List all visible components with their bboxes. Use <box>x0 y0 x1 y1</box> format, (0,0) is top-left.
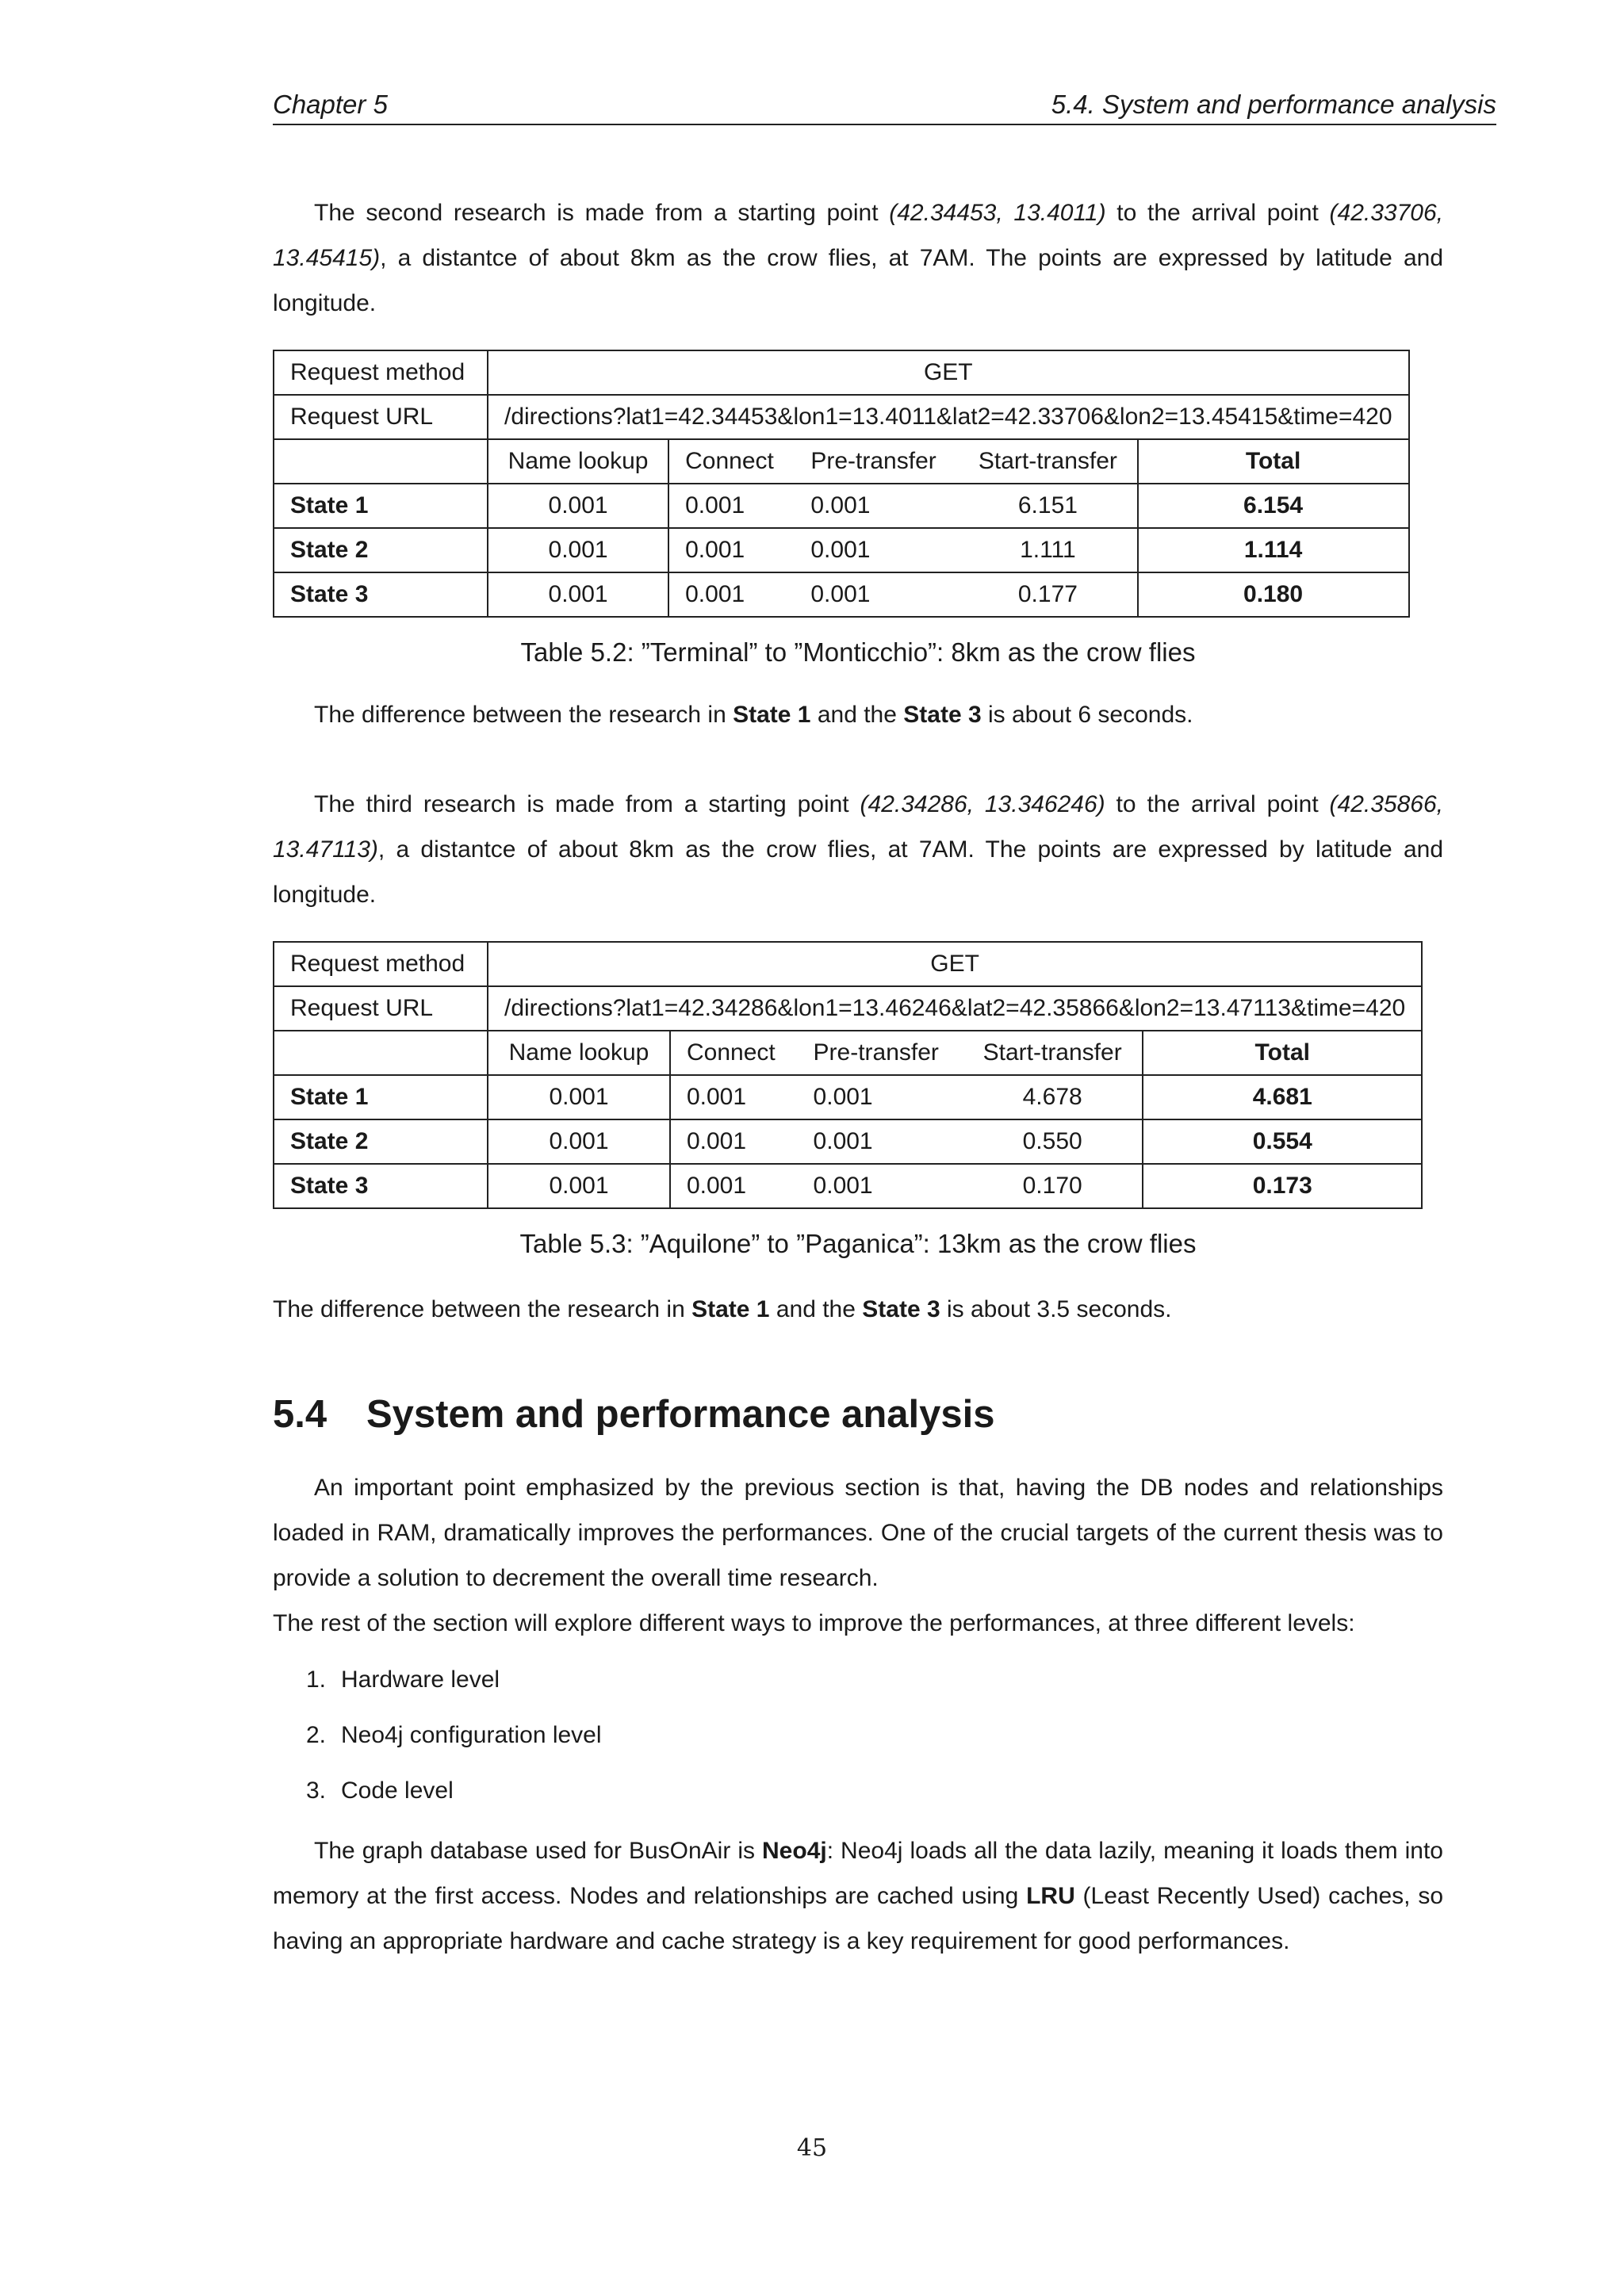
table-label: Request method <box>274 350 488 395</box>
table-cell: 0.001 <box>795 484 959 528</box>
table-cell: 0.001 <box>488 1075 670 1119</box>
list-item: 1. Hardware level <box>306 1667 500 1693</box>
end-coordinates: (42.33706, 13.45415) <box>273 200 1443 271</box>
table-row <box>274 395 1409 439</box>
column-header: Pre-transfer <box>795 439 959 484</box>
table-caption: Table 5.3: ”Aquilone” to ”Paganica”: 13km as the crow flies <box>519 1229 1197 1258</box>
table-row <box>274 942 1422 986</box>
table-cell: 1.111 <box>959 528 1137 572</box>
table-row <box>274 350 1409 395</box>
page-content <box>273 190 1443 1964</box>
table-cell: 0.550 <box>963 1119 1143 1164</box>
table-cell-total: 4.681 <box>1143 1075 1422 1119</box>
section-heading <box>273 1391 1443 1438</box>
section-number: 5.4 <box>273 1393 327 1436</box>
column-header: Name lookup <box>488 439 668 484</box>
table-cell: 0.001 <box>798 1075 963 1119</box>
list-item: 2. Neo4j configuration level <box>306 1722 602 1748</box>
table-cell-empty <box>274 1031 488 1075</box>
table-cell: 0.001 <box>798 1164 963 1208</box>
list-item: 3. Code level <box>306 1777 454 1804</box>
column-header: Total <box>1138 439 1409 484</box>
column-header: Start-transfer <box>959 439 1137 484</box>
table-cell: 0.001 <box>798 1119 963 1164</box>
table-cell-total: 0.180 <box>1138 572 1409 617</box>
header-section: 5.4. System and performance analysis <box>1051 90 1496 119</box>
row-label: State 1 <box>274 484 488 528</box>
table-cell: 0.001 <box>668 528 795 572</box>
table-cell: 0.001 <box>668 572 795 617</box>
column-header: Start-transfer <box>963 1031 1143 1075</box>
table-cell: 0.001 <box>795 572 959 617</box>
levels-list <box>273 1652 1443 1819</box>
row-label: State 1 <box>274 1075 488 1119</box>
request-url: /directions?lat1=42.34286&lon1=13.46246&lat2=42.35866&lon2=13.47113&time=420 <box>488 986 1422 1031</box>
request-url: /directions?lat1=42.34453&lon1=13.4011&lat2=42.33706&lon2=13.45415&time=420 <box>488 395 1409 439</box>
table-cell: 0.001 <box>670 1164 798 1208</box>
row-label: State 3 <box>274 572 488 617</box>
paragraph-difference-2: The difference between the research in State 1 and the State 3 is about 3.5 seconds. <box>273 1296 1172 1322</box>
column-header: Total <box>1143 1031 1422 1075</box>
table-row <box>274 572 1409 617</box>
table-cell: 0.177 <box>959 572 1137 617</box>
table-cell: GET <box>488 942 1422 986</box>
start-coordinates: (42.34453, 13.4011) <box>889 200 1106 226</box>
results-table-5-3 <box>273 941 1423 1209</box>
column-header: Connect <box>668 439 795 484</box>
table-cell: 0.170 <box>963 1164 1143 1208</box>
table-cell: 0.001 <box>488 1119 670 1164</box>
table-cell: 0.001 <box>795 528 959 572</box>
paragraph-second-research: The second research is made from a starting point (42.34453, 13.4011) to the arrival point (42.33706, 13.45415), a distantce of about 8km as the crow flies, at 7AM. The points are expressed by latitude and longitude. <box>273 200 1443 316</box>
table-row <box>274 484 1409 528</box>
running-header <box>273 89 1496 125</box>
table-cell: 4.678 <box>963 1075 1143 1119</box>
table-label: Request method <box>274 942 488 986</box>
table-row <box>274 528 1409 572</box>
start-coordinates: (42.34286, 13.346246) <box>860 791 1105 817</box>
row-label: State 2 <box>274 528 488 572</box>
table-caption: Table 5.2: ”Terminal” to ”Monticchio”: 8km as the crow flies <box>520 637 1196 667</box>
paragraph-difference-1: The difference between the research in State 1 and the State 3 is about 6 seconds. <box>314 702 1193 728</box>
table-cell-total: 0.554 <box>1143 1119 1422 1164</box>
paragraph-third-research: The third research is made from a starting point (42.34286, 13.346246) to the arrival point (42.35866, 13.47113), a distantce of about 8km as the crow flies, at 7AM. The points are expressed by latitude and longitude. <box>273 791 1443 908</box>
table-cell-total: 6.154 <box>1138 484 1409 528</box>
header-chapter: Chapter 5 <box>273 90 388 119</box>
table-header-row <box>274 1031 1422 1075</box>
table-cell: 0.001 <box>488 528 668 572</box>
table-row <box>274 1164 1422 1208</box>
table-cell: 0.001 <box>488 484 668 528</box>
table-cell-empty <box>274 439 488 484</box>
table-cell: 0.001 <box>670 1075 798 1119</box>
table-cell: 0.001 <box>670 1119 798 1164</box>
paragraph-levels-intro: The rest of the section will explore different ways to improve the performances, at three different levels: <box>273 1610 1355 1636</box>
column-header: Connect <box>670 1031 798 1075</box>
end-coordinates: (42.35866, 13.47113) <box>273 791 1443 863</box>
table-row <box>274 986 1422 1031</box>
row-label: State 2 <box>274 1119 488 1164</box>
table-cell: 0.001 <box>668 484 795 528</box>
table-label: Request URL <box>274 986 488 1031</box>
table-row <box>274 1075 1422 1119</box>
paragraph-neo4j: The graph database used for BusOnAir is Neo4j: Neo4j loads all the data lazily, meaning it loads them into memory at the first access. Nodes and relationships are cached using LRU (Least Recently Used) caches, so having an appropriate hardware and cache strategy is a key requirement for good performances. <box>273 1838 1444 1954</box>
table-cell-total: 1.114 <box>1138 528 1409 572</box>
table-row <box>274 1119 1422 1164</box>
paragraph-intro: An important point emphasized by the previous section is that, having the DB nodes and relationships loaded in RAM, dramatically improves the performances. One of the crucial targets of the current thesis was to provide a solution to decrement the overall time research. <box>273 1475 1443 1591</box>
results-table-5-2 <box>273 350 1410 618</box>
table-cell: 0.001 <box>488 572 668 617</box>
table-cell-total: 0.173 <box>1143 1164 1422 1208</box>
table-label: Request URL <box>274 395 488 439</box>
column-header: Pre-transfer <box>798 1031 963 1075</box>
table-cell: GET <box>488 350 1409 395</box>
page-number: 45 <box>796 2134 828 2162</box>
table-cell: 0.001 <box>488 1164 670 1208</box>
table-header-row <box>274 439 1409 484</box>
row-label: State 3 <box>274 1164 488 1208</box>
section-title: System and performance analysis <box>366 1393 995 1436</box>
table-cell: 6.151 <box>959 484 1137 528</box>
column-header: Name lookup <box>488 1031 670 1075</box>
